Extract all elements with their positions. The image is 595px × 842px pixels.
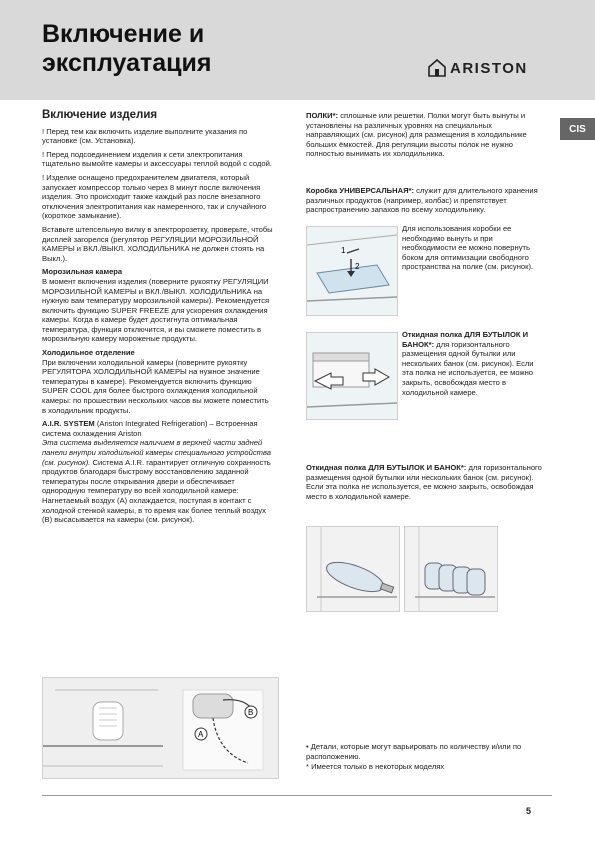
universal-box-figure	[306, 226, 398, 316]
shelves-title: ПОЛКИ*:	[306, 111, 339, 120]
subheading-freezer: Морозильная камера	[42, 267, 123, 277]
rack2-title: Откидная полка ДЛЯ БУТЫЛОК И БАНОК*:	[306, 463, 467, 472]
title-line-2: эксплуатация	[42, 49, 212, 77]
subheading-fridge: Холодильное отделение	[42, 348, 135, 358]
paragraph	[306, 186, 544, 215]
box-text-1: служит для длительного хранения различных продуктов (например, колбас) и препятствует распространению запахов по всему холодильнику.	[306, 186, 538, 215]
air-title-rest: (Ariston Integrated Refrigeration) – Встроенная система охлаждения Ariston	[42, 419, 258, 438]
paragraph: ! Перед тем как включить изделие выполните указания по установке (см. Установка).	[42, 126, 248, 146]
paragraph	[402, 330, 542, 397]
paragraph: При включении холодильной камеры (поверните рукоятку РЕГУЛЯТОРА ХОЛОДИЛЬНОЙ КАМЕРЫ на нужное значение температуры в камере). Рекомендуется включить функцию SUPER COOL для более быстрого охлаждения холодильной камеры: по прошествии нескольких часов вы можете поместить в холодильник продукты.	[42, 357, 269, 415]
bottle-rack-figure-3	[404, 526, 498, 612]
paragraph: ! Перед подсоединением изделия к сети электропитания тщательно вымойте камеры и аксессуары теплой водой с содой.	[42, 149, 272, 169]
page-number: 5	[526, 806, 532, 816]
paragraph	[42, 438, 274, 524]
bottle-rack-figure-1	[306, 332, 398, 420]
box-label-2: 2	[355, 262, 360, 271]
universal-box-block	[306, 186, 544, 219]
footer-divider	[42, 795, 552, 796]
air-text: Система A.I.R. гарантирует отличную сохранность продуктов благодаря быстрому восстановлению заданной температуры после открывания двери и обеспечивает однородную температуру во всей холодильной камере: Нагнетаемый воздух (А) охлаждается, поступая в контакт с холодной стенкой камеры, в то время как более теплый воздух (В) высасывается на камеры (см. рисунок).	[42, 457, 271, 525]
footnotes	[306, 742, 546, 772]
paragraph: ! Изделие оснащено предохранителем двигателя, который запускает компрессор только через 8 минут после включения изделия. Это происходит также каждый раз после внезапного отключения электропитания как намеренного, так и случайного (короткое замыкание).	[42, 172, 267, 221]
language-tab: CIS	[560, 118, 595, 140]
bottle-rack-illustration-1	[307, 333, 397, 419]
bottle-illustration	[307, 527, 399, 611]
paragraph	[306, 463, 544, 501]
paragraph: В момент включения изделия (поверните рукоятку РЕГУЛЯЦИИ МОРОЗИЛЬНОЙ КАМЕРЫ и ВКЛ./ВЫКЛ. ХОЛОДИЛЬНИКА на нужную вам температуру морозильной камеры). Рекомендуется включить функцию SUPER FREEZE для ускорения охлаждения камеры. Когда в камере будет достигнута оптимальная температура, функция отключится, и вы сможете поместить в морозильную камеру мороженые продукты.	[42, 276, 270, 344]
air-label-b: B	[248, 708, 254, 717]
paragraph	[306, 111, 544, 159]
box-title: Коробка УНИВЕРСАЛЬНАЯ*:	[306, 186, 415, 195]
air-label-a: A	[198, 730, 204, 739]
air-title-bold: A.I.R. SYSTEM	[42, 419, 95, 429]
air-system-illustration	[43, 678, 278, 778]
paragraph: Вставьте штепсельную вилку в электророзетку, проверьте, чтобы дисплей загорелся (регулятор РЕГУЛЯЦИИ МОРОЗИЛЬНОЙ КАМЕРЫ и ВКЛ./ВЫКЛ. ХОЛОДИЛЬНИКА не должен стоять на Выкл.).	[42, 224, 273, 263]
shelves-text: сплошные или решетки. Полки могут быть вынуты и установлены на различных уровнях на специальных направляющих (см. рисунок) для размещения в холодильнике больших ёмкостей. Для регуляции высоты полок не нужно полностью вынимать их холодильника.	[306, 111, 527, 159]
air-italic: Эта система выделяется наличием в верхней части задней панели внутри холодильной камеры специального устройства (см. рисунок).	[42, 438, 271, 467]
shelves-block	[306, 111, 544, 163]
page-title	[42, 20, 212, 78]
brand-name: ARISTON	[450, 60, 528, 77]
header-band	[0, 0, 595, 100]
subheading-air	[42, 419, 274, 438]
universal-box-illustration	[307, 227, 397, 315]
bottle-rack-figure-2	[306, 526, 400, 612]
footnote: * Имеется только в некоторых моделях	[306, 762, 445, 771]
box-label-1: 1	[341, 246, 346, 255]
title-line-1: Включение и	[42, 20, 205, 48]
air-system-figure	[42, 677, 279, 779]
rack2-text: для горизонтального размещения одной бутылки или нескольких банок (см. рисунок). Если эта полка не используется, ее можно закрыть, освобождая место в холодильной камере.	[306, 463, 542, 501]
left-column	[42, 111, 274, 529]
universal-box-usage	[402, 224, 542, 276]
rack1-title: Откидная полка ДЛЯ БУТЫЛОК И БАНОК*:	[402, 330, 529, 349]
cans-illustration	[405, 527, 497, 611]
house-icon	[428, 59, 446, 77]
bottle-rack-block-2	[306, 463, 544, 505]
section-heading: Включение изделия	[42, 109, 158, 121]
paragraph: Для использования коробки ее необходимо вынуть и при необходимости ее можно повернуть боком для оптимизации свободного пространства на полке (см. рисунок).	[402, 224, 534, 272]
footnote: • Детали, которые могут варьировать по количеству и/или по расположению.	[306, 742, 522, 761]
rack1-text: для горизонтального размещения одной бутылки или нескольких банок (см. рисунок). Если эта полка не используется, ее можно закрыть, освобождая место в холодильной камере.	[402, 339, 534, 397]
bottle-rack-block-1	[402, 330, 542, 401]
